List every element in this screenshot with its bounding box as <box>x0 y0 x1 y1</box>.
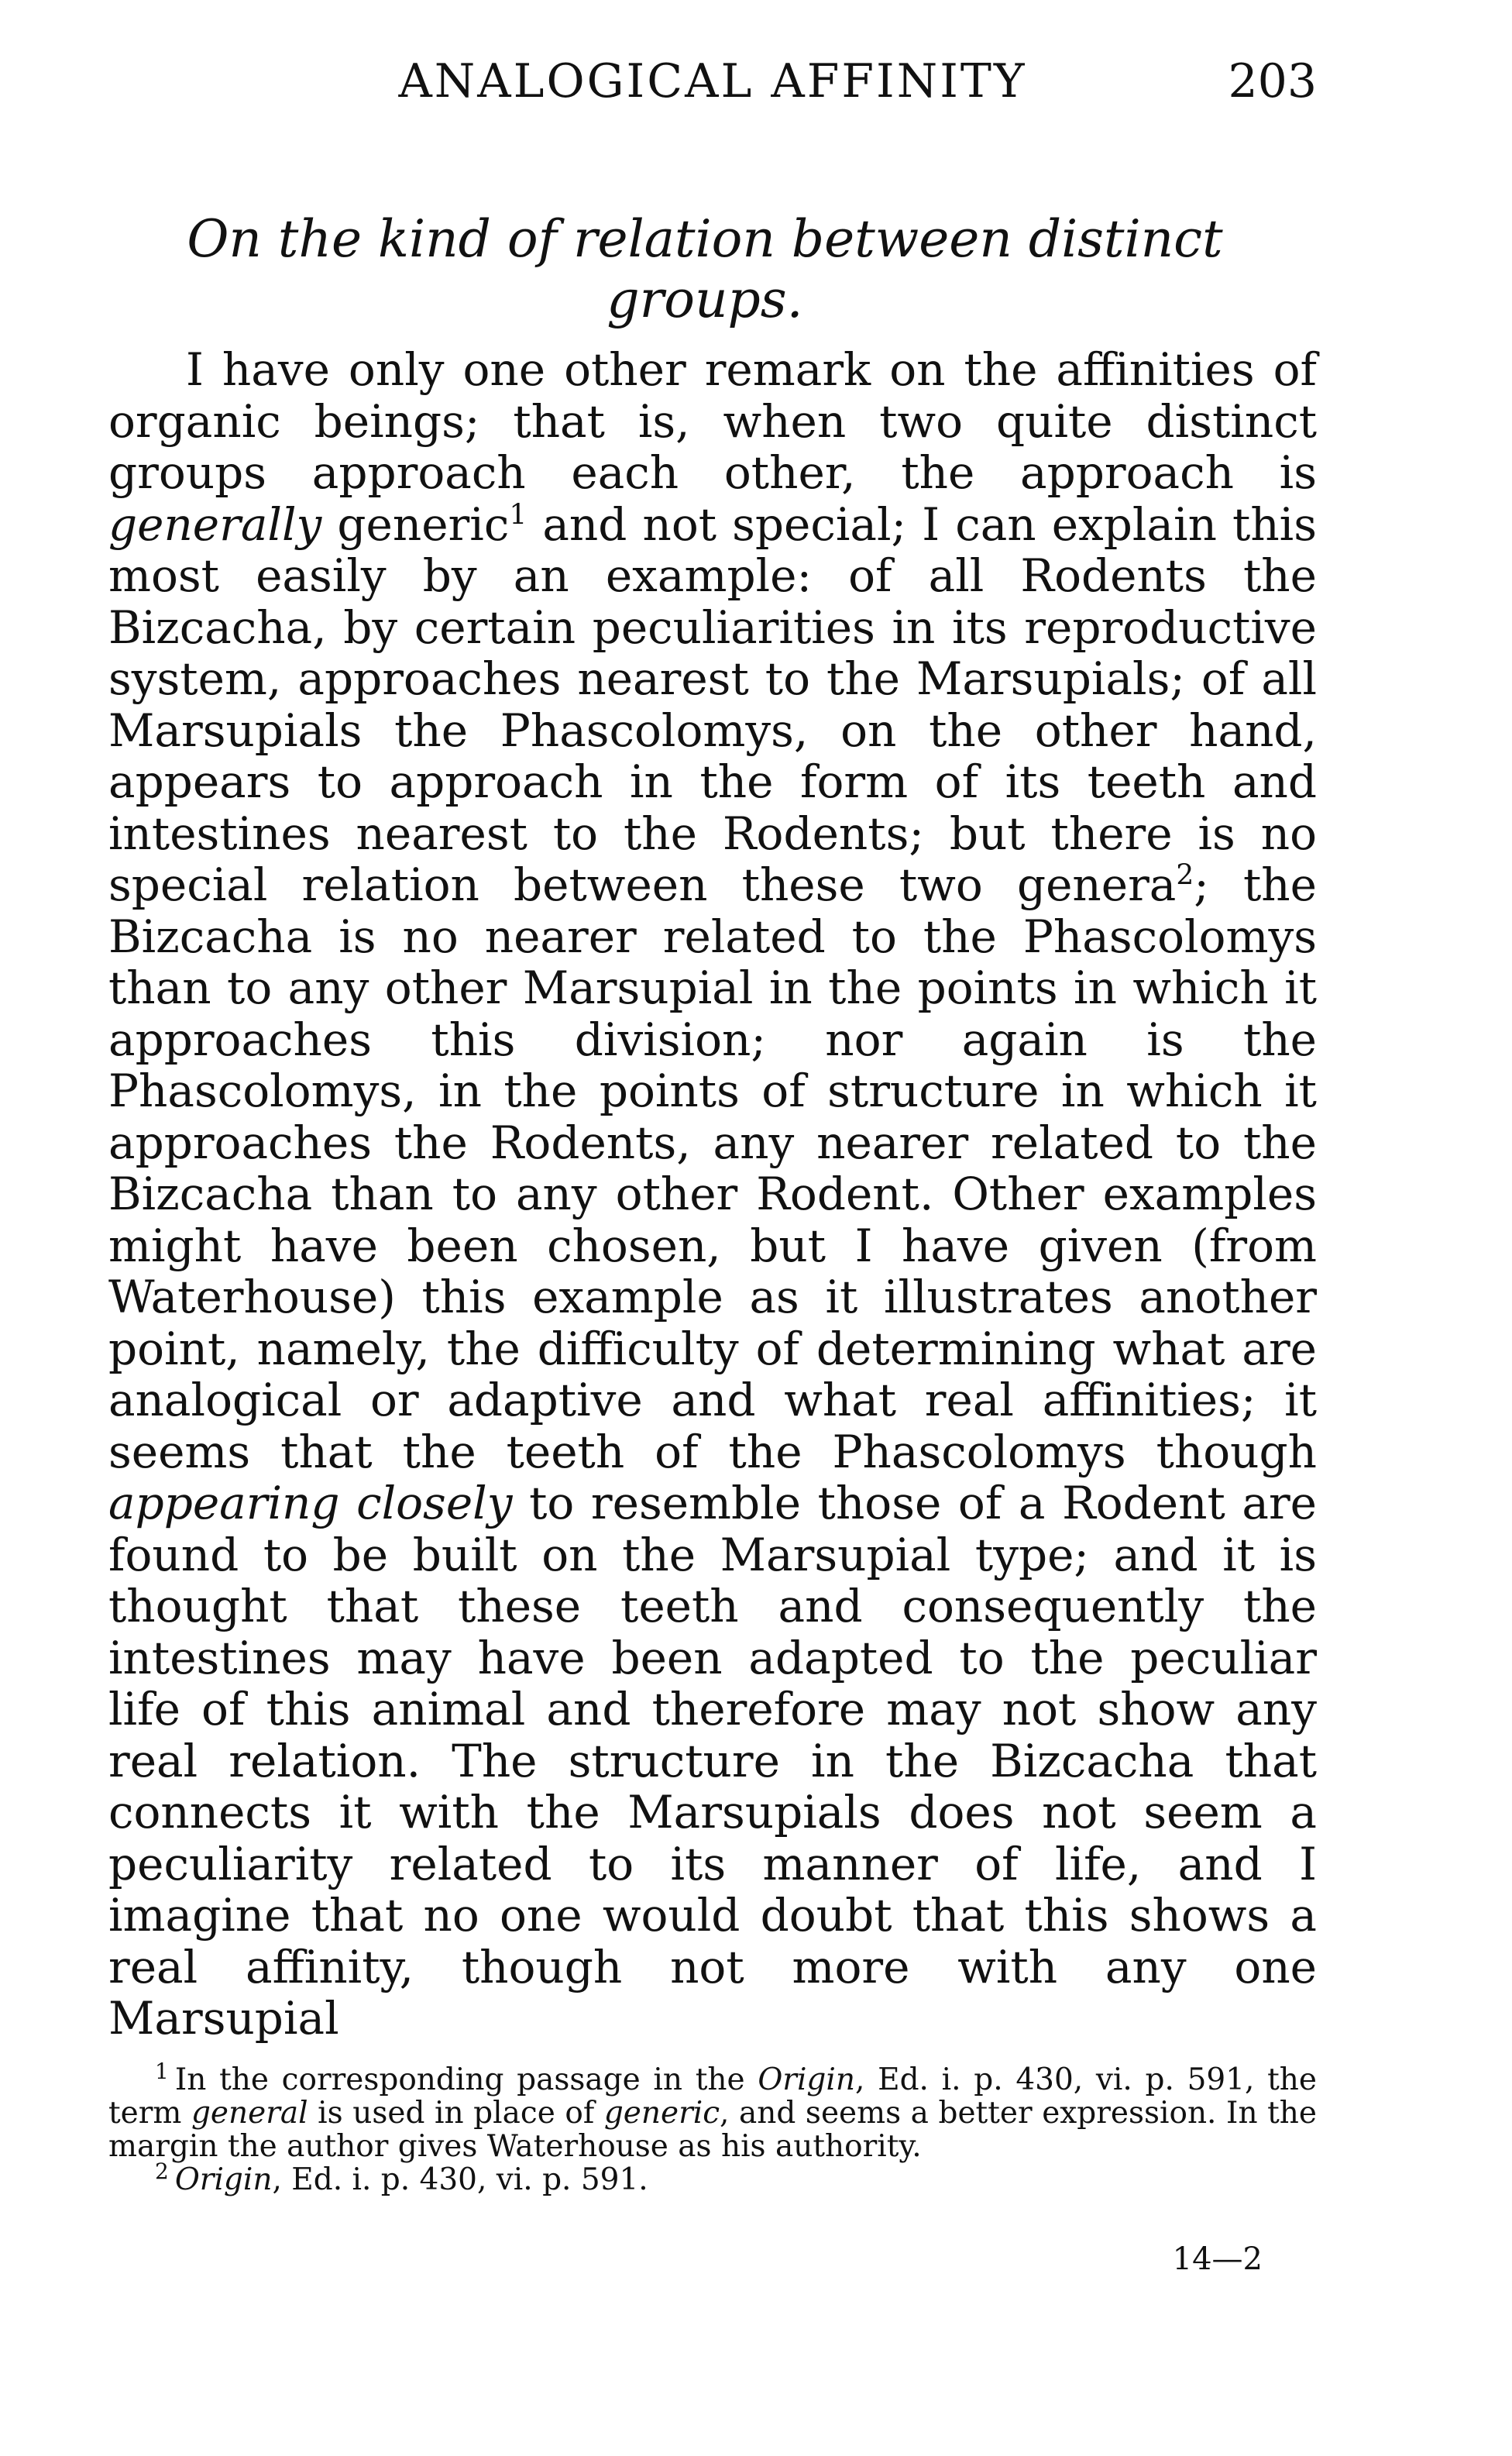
footnotes <box>108 2058 1318 2197</box>
footnote-mark: 1 <box>155 2058 169 2084</box>
footnote-ref-1: 1 <box>509 499 527 531</box>
body-text-part: I have only one other remark on the affinities of organic beings; that is, when two quite distinct groups approach each other, the approach is <box>108 343 1317 499</box>
footnote-italic: general <box>191 2095 308 2131</box>
footnote-ref-2: 2 <box>1176 859 1194 892</box>
emphasis-appearing-closely: appearing closely <box>108 1477 513 1529</box>
footnote-mark: 2 <box>155 2158 169 2184</box>
body-text-part: ; the Bizcacha is no nearer related to the Phascolomys than to any other Marsupial in the points in which it approaches this division; nor again is the Phascolomys, in the points of structure in which it approaches the Rodents, any nearer related to the Bizcacha than to any other Rodent. Other examples might have been chosen, but I have given (from Waterhouse) this example as it illustrates another point, namely, the difficulty of determining what are analogical or adaptive and what real affinities; it seems that the teeth of the Phascolomys though <box>108 858 1317 1478</box>
footnote-text: , and seems a better expression. In the margin the author gives Waterhouse as his authority. <box>108 2095 1318 2164</box>
page-number: 203 <box>1228 54 1317 108</box>
signature-mark: 14—2 <box>1172 2241 1263 2277</box>
footnote-text: In the corresponding passage in the <box>174 2062 758 2097</box>
section-heading: On the kind of relation between distinct groups. <box>187 209 1223 329</box>
footnote-italic: generic <box>603 2095 720 2131</box>
emphasis-generally: generally <box>108 497 322 551</box>
book-page <box>108 46 1317 2279</box>
body-text-part: and not special; I can explain this most easily by an example: of all Rodents the Bizcacha, by certain peculiarities in its reproductive system, approaches nearest to the Marsupials; of all Marsupials the Phascolomys, on the other hand, appears to approach in the form of its teeth and intestines nearest to the Rodents; but there is no special relation between these two genera <box>108 497 1317 911</box>
footnote-2 <box>108 2158 1317 2197</box>
footnote-text: is used in place of <box>308 2095 604 2131</box>
body-paragraph <box>108 344 1317 2045</box>
footnote-text: , Ed. i. p. 430, vi. p. 591. <box>272 2162 648 2197</box>
body-text-part: generic <box>321 497 510 551</box>
footnote-1 <box>108 2058 1318 2164</box>
running-title: ANALOGICAL AFFINITY <box>398 54 1027 108</box>
body-text-part: to resemble those of a Rodent are found to be built on the Marsupial type; and it is thought that these teeth and consequently the intestines may have been adapted to the peculiar life of this animal and therefore may not show any real relation. The structure in the Bizcacha that connects it with the Marsupials does not seem a peculiarity related to its manner of life, and I imagine that no one would doubt that this shows a real affinity, though not more with any one Marsupial <box>108 1477 1318 2045</box>
running-head <box>108 46 1317 116</box>
footnote-text: , Ed. i. p. 430, vi. p. 591, the term <box>108 2062 1317 2131</box>
footnote-italic: Origin <box>174 2162 273 2197</box>
footnote-italic: Origin <box>758 2062 855 2097</box>
